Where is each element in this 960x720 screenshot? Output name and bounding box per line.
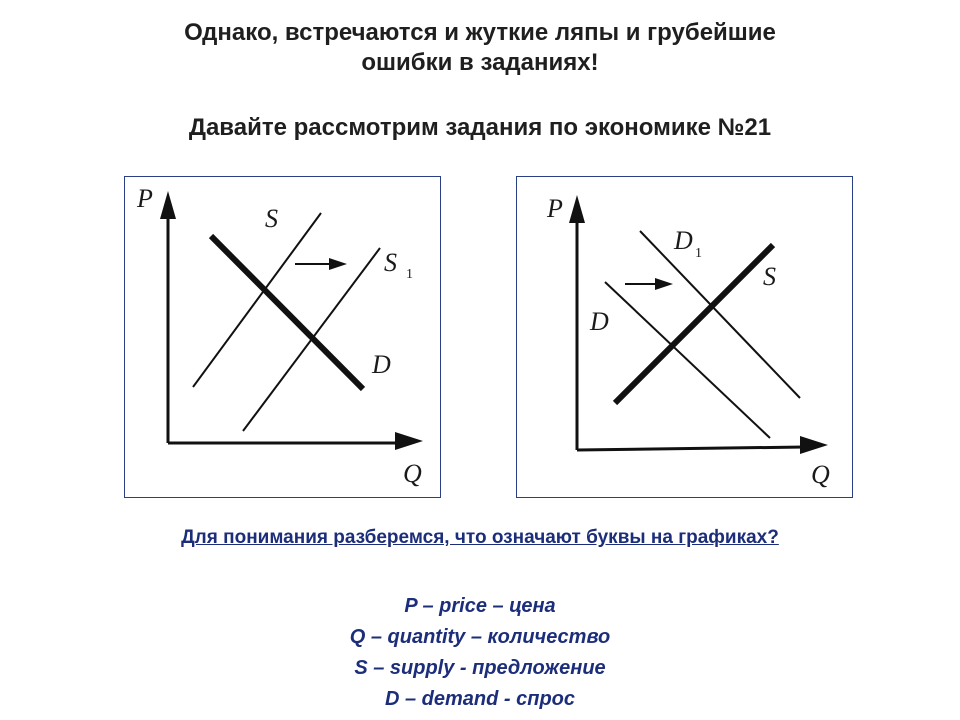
graph-demand-shift-svg [517, 177, 852, 497]
demand-new-subscript: 1 [695, 246, 702, 261]
legend-item-price: P – price – цена [404, 595, 556, 617]
title-line-2: ошибки в заданиях! [361, 49, 599, 76]
graph-supply-shift [124, 176, 441, 498]
supply-new-label: S [384, 248, 397, 277]
demand-label: D [590, 307, 609, 336]
legend-item-quantity: Q – quantity – количество [349, 626, 611, 648]
y-axis-arrow [160, 191, 176, 219]
supply-label: S [265, 204, 278, 233]
x-axis [577, 447, 805, 450]
legend-item-demand: D – demand - спрос [384, 688, 576, 710]
supply-line [615, 245, 773, 403]
graph-supply-shift-svg [125, 177, 440, 497]
supply-label: S [763, 262, 776, 291]
slide-subtitle: Давайте рассмотрим задания по экономике №21 [188, 114, 772, 141]
shift-arrow-head [329, 258, 347, 270]
x-axis-label: Q [811, 460, 830, 489]
supply-new-subscript: 1 [406, 267, 413, 282]
legend-item-supply: S – supply - предложение [354, 657, 606, 679]
demand-new-line [640, 231, 800, 398]
y-axis-label: P [547, 194, 563, 223]
x-axis-arrow [395, 432, 423, 450]
x-axis-label: Q [403, 459, 422, 488]
x-axis-arrow [800, 436, 828, 454]
title-line-1: Однако, встречаются и жуткие ляпы и грубейшие [184, 19, 776, 46]
y-axis-label: P [137, 184, 153, 213]
explanation-question: Для понимания разберемся, что означают буквы на графиках? [181, 527, 779, 548]
letter-legend [0, 591, 960, 715]
demand-new-label: D [674, 226, 693, 255]
shift-arrow-head [655, 278, 673, 290]
demand-label: D [372, 350, 391, 379]
demand-line [605, 282, 770, 438]
graph-demand-shift [516, 176, 853, 498]
slide-title [0, 18, 960, 78]
y-axis-arrow [569, 195, 585, 223]
